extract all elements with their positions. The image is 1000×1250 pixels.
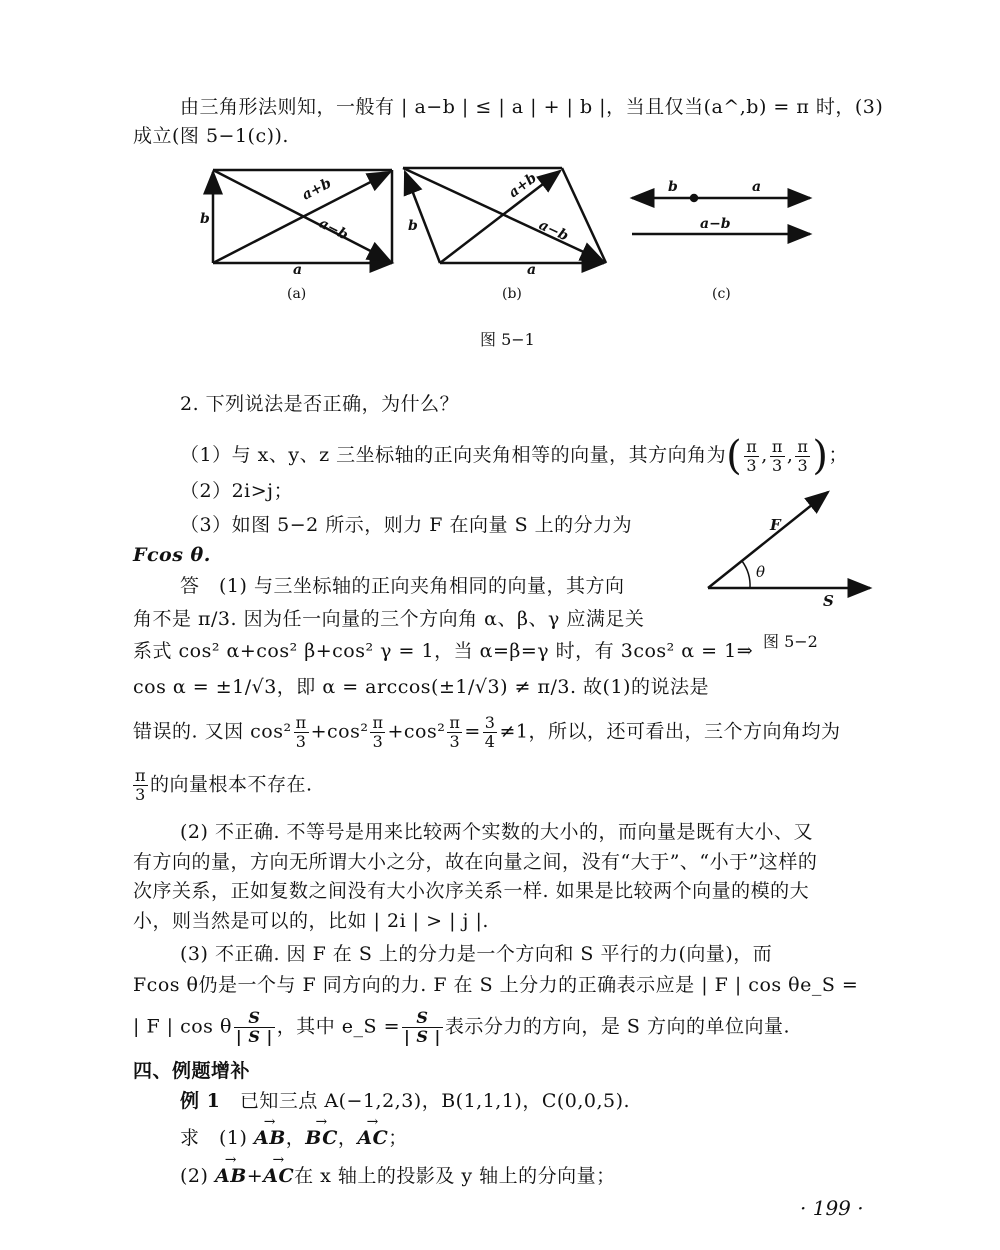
answer-line-1: 答 (1) 与三坐标轴的正向夹角相同的向量，其方向 bbox=[180, 575, 625, 597]
page-number: · 199 · bbox=[800, 1196, 864, 1220]
question-title: 2. 下列说法是否正确，为什么？ bbox=[180, 393, 460, 415]
answer-p2-line-3: 次序关系，正如复数之间没有大小次序关系一样. 如果是比较两个向量的模的大 bbox=[133, 880, 810, 902]
label-a: a bbox=[527, 262, 537, 278]
answer-p2-line-4: 小，则当然是可以的，比如 | 2i | > | j |. bbox=[133, 910, 489, 932]
answer-line-3: 系式 cos² α+cos² β+cos² γ = 1，当 α=β=γ 时，有 3cos² α = 1⇒ bbox=[133, 640, 754, 662]
answer-p2-line-2: 有方向的量，方向无所谓大小之分，故在向量之间，没有“大于”、“小于”这样的 bbox=[133, 851, 818, 873]
example-1: 例 1 已知三点 A(−1,2,3)，B(1,1,1)，C(0,0,5). bbox=[180, 1090, 631, 1112]
label-F: F bbox=[770, 516, 781, 534]
vector-F bbox=[708, 492, 828, 588]
answer-line-2: 角不是 π/3. 因为任一向量的三个方向角 α、β、γ 应满足关 bbox=[133, 608, 645, 630]
label-a: a bbox=[752, 179, 762, 195]
angle-arc bbox=[742, 561, 750, 588]
answer-line-4: cos α = ±1/√3，即 α = arccos(±1/√3) ≠ π/3. 故(1)的说法是 bbox=[133, 676, 709, 698]
intro-line-2: 成立(图 5−1(c)). bbox=[133, 125, 289, 147]
answer-p3-line-2: Fcos θ仍是一个与 F 同方向的力. F 在 S 上分力的正确表示应是 | F | cos θe_S = bbox=[133, 974, 859, 996]
label-b: b bbox=[200, 211, 210, 227]
answer-p3-line-3: | F | cos θ $\frac{S}{| S |}$ ，其中 e_S = $\frac{S}{| S |}$ 表示分力的方向，是 S 方向的单位向量. bbox=[133, 1008, 791, 1046]
label-b: b bbox=[668, 179, 678, 195]
pi-over-3: $\frac{\pi}{3}$ bbox=[746, 436, 758, 475]
answer-p2-line-1: (2) 不正确. 不等号是用来比较两个实数的大小的，而向量是既有大小、又 bbox=[180, 821, 814, 843]
example-1-ask-2: (2) → AB+→ AC在 x 轴上的投影及 y 轴上的分向量； bbox=[180, 1162, 616, 1190]
answer-line-6: $\frac{\pi}{3}$ 的向量根本不存在. bbox=[135, 766, 313, 804]
section-4-heading: 四、例题增补 bbox=[133, 1060, 251, 1082]
figure-5-1-caption: 图 5−1 bbox=[480, 330, 535, 349]
figure-5-2-caption: 图 5−2 bbox=[763, 632, 818, 651]
question-item-1: （1）与 x、y、z 三坐标轴的正向夹角相等的向量，其方向角为( $\frac{\pi}{3}$ , $\frac{\pi}{3}$ , $\frac{\pi}{3}$ )； bbox=[180, 433, 849, 479]
pi-over-3: $\frac{\pi}{3}$ bbox=[771, 436, 783, 475]
question-item-2: （2）2i>j； bbox=[180, 480, 294, 502]
label-a-minus-b: a−b bbox=[700, 216, 731, 232]
question-item-3-line-2: Fcos θ. bbox=[133, 544, 211, 566]
label-a: a bbox=[293, 262, 303, 278]
answer-p3-line-1: (3) 不正确. 因 F 在 S 上的分力是一个方向和 S 平行的力(向量)，而 bbox=[180, 943, 773, 965]
label-b: b bbox=[408, 218, 418, 234]
label-a-plus-b: a+b bbox=[505, 170, 540, 202]
pi-over-3: $\frac{\pi}{3}$ bbox=[797, 436, 809, 475]
example-1-ask-1: 求 (1) → AB，→ BC，→ AC； bbox=[180, 1124, 408, 1152]
intro-line-1: 由三角形法则知，一般有 | a−b | ≤ | a | + | b |，当且仅当(a^,b) = π 时，(3) bbox=[180, 96, 884, 118]
panel-a-label: (a) bbox=[287, 286, 307, 302]
panel-b-label: (b) bbox=[502, 286, 522, 302]
label-a-minus-b: a−b bbox=[316, 215, 351, 244]
question-item-3-line-1: （3）如图 5−2 所示，则力 F 在向量 S 上的分力为 bbox=[180, 514, 633, 536]
label-a-plus-b: a+b bbox=[299, 175, 335, 204]
label-theta: θ bbox=[756, 563, 766, 581]
answer-line-5: 错误的. 又因 cos² $\frac{\pi}{3}$ +cos² $\frac{\pi}{3}$ +cos² $\frac{\pi}{3}$ = $\frac{3}{4}$ ≠1，所以，还可看出，三个方向角均为 bbox=[133, 713, 841, 751]
panel-c-label: (c) bbox=[712, 286, 731, 302]
label-a-minus-b: a−b bbox=[536, 217, 571, 245]
label-S: S bbox=[823, 592, 834, 610]
